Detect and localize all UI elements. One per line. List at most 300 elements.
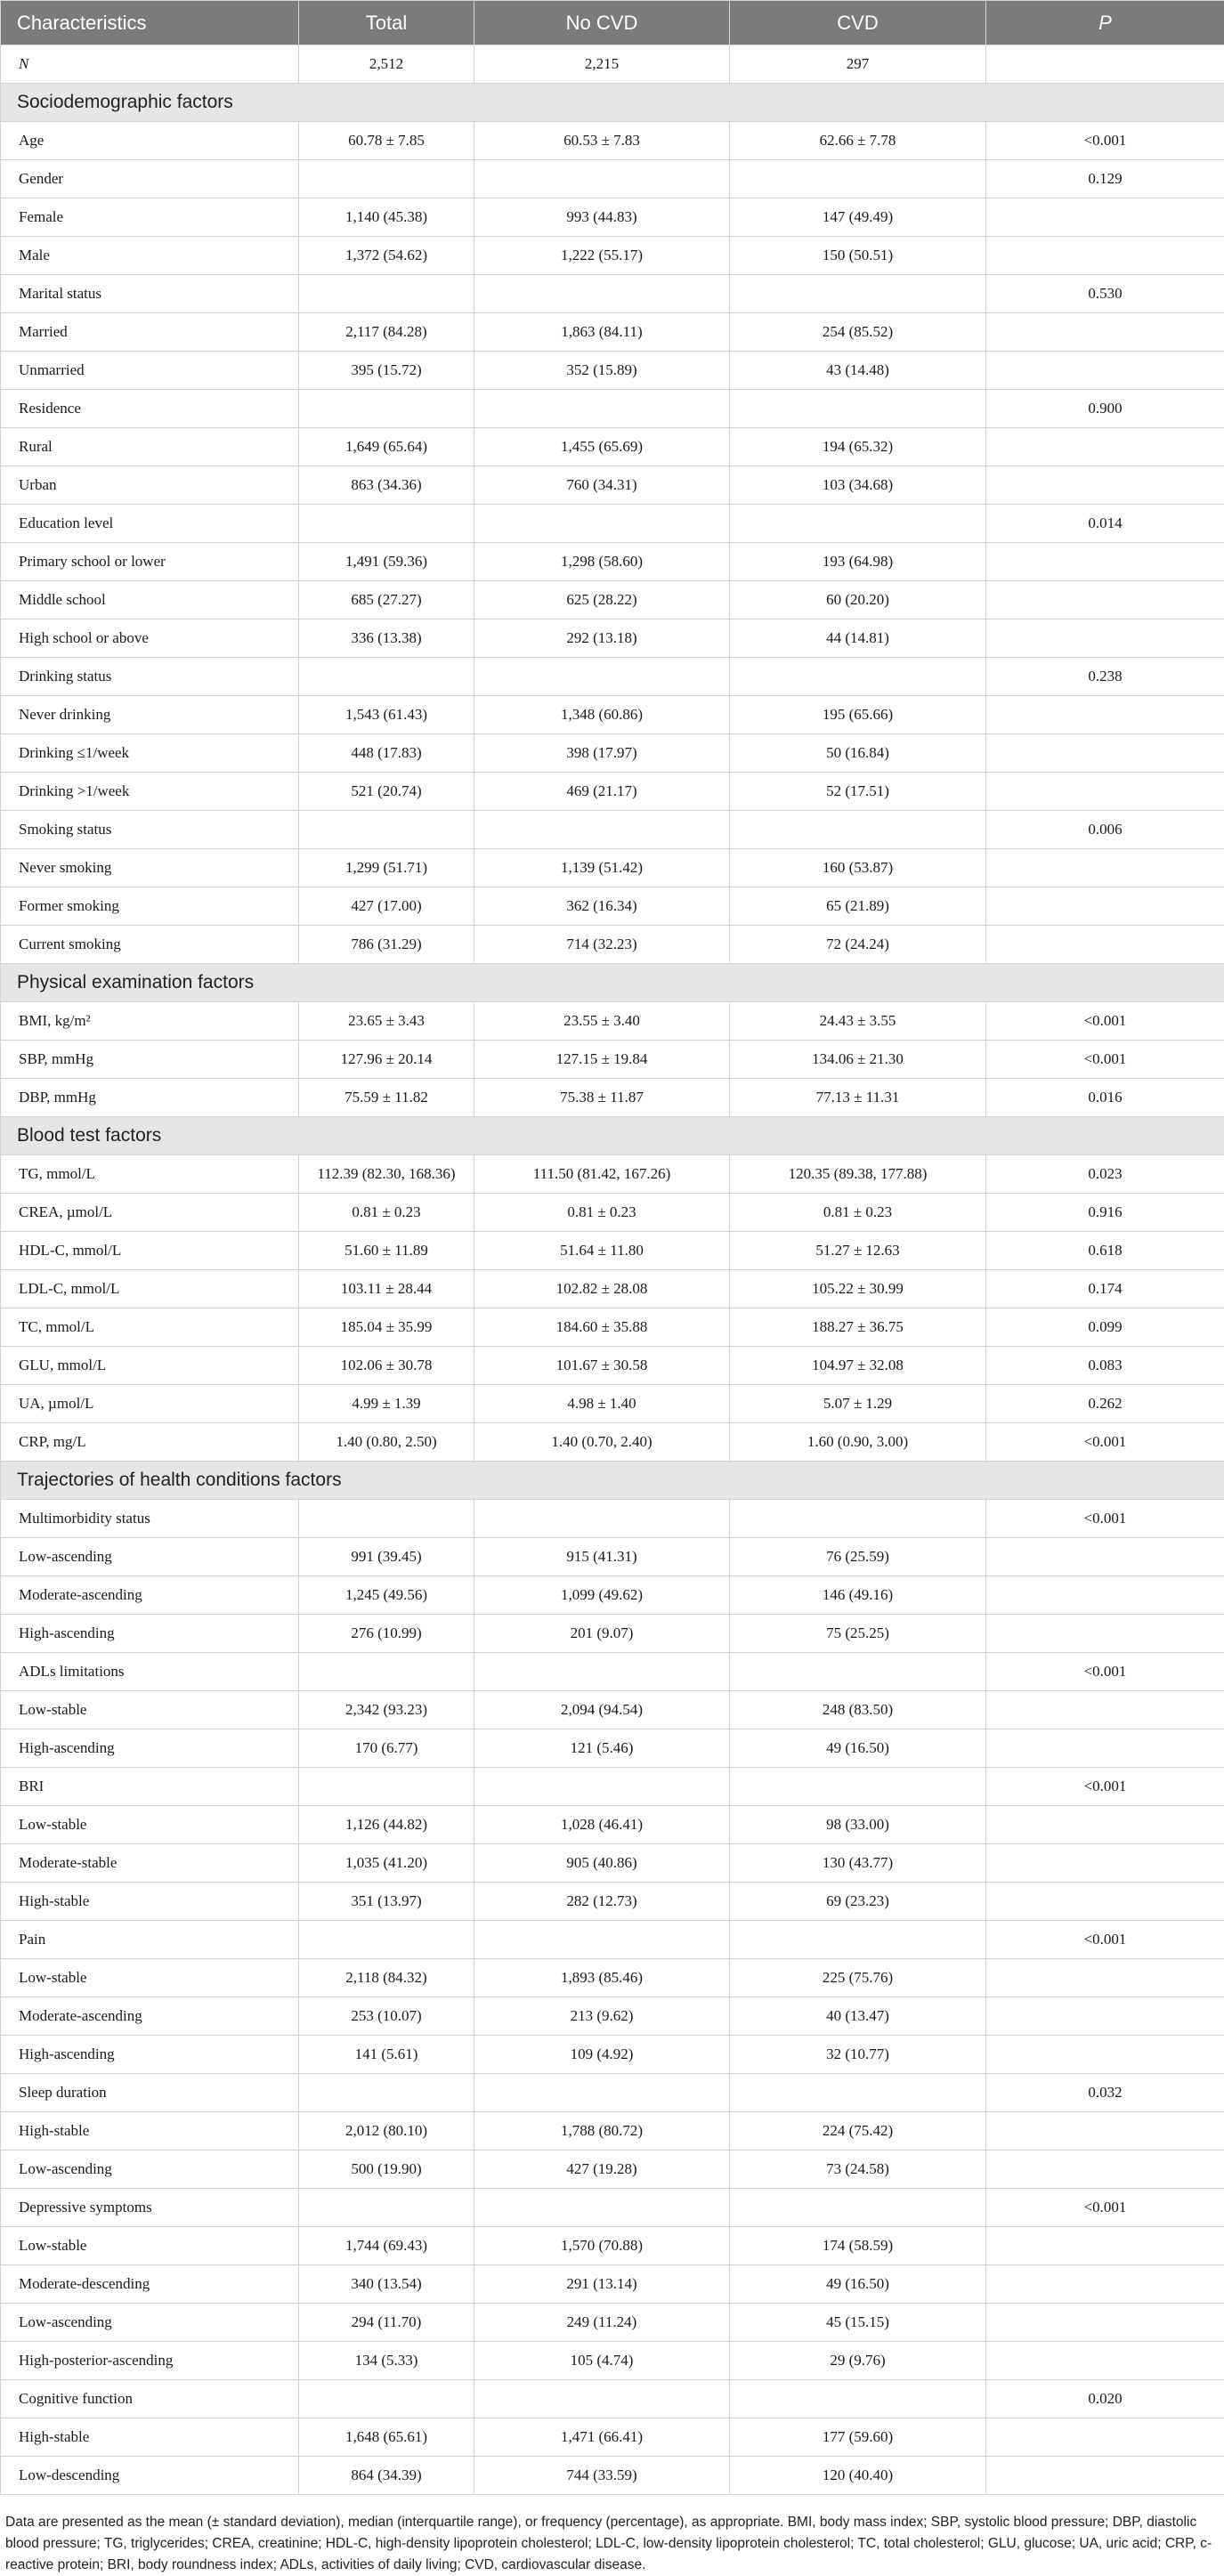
table-row	[1, 275, 1224, 313]
row-label: Drinking ≤1/week	[1, 734, 299, 773]
table-row	[1, 581, 1224, 620]
row-label: LDL-C, mmol/L	[1, 1270, 299, 1308]
section-title: Sociodemographic factors	[1, 84, 1224, 122]
cell-no-cvd: 249 (11.24)	[474, 2304, 730, 2342]
cell-no-cvd: 1,863 (84.11)	[474, 313, 730, 352]
cell-p-value: <0.001	[986, 1500, 1224, 1538]
cell-cvd	[730, 275, 986, 313]
cell-p-value	[986, 1729, 1224, 1768]
cell-no-cvd: 760 (34.31)	[474, 466, 730, 505]
table-row	[1, 620, 1224, 658]
cell-no-cvd: 1,570 (70.88)	[474, 2227, 730, 2265]
table-row	[1, 1653, 1224, 1691]
table-row	[1, 1921, 1224, 1959]
section-header-row	[1, 1117, 1224, 1155]
cell-no-cvd: 905 (40.86)	[474, 1844, 730, 1883]
cell-no-cvd	[474, 2189, 730, 2227]
cell-cvd	[730, 1768, 986, 1806]
cell-cvd: 50 (16.84)	[730, 734, 986, 773]
n-row	[1, 45, 1224, 84]
cell-no-cvd: 1,788 (80.72)	[474, 2112, 730, 2151]
cell-no-cvd: 1,893 (85.46)	[474, 1959, 730, 1997]
table-row	[1, 1959, 1224, 1997]
row-label: Primary school or lower	[1, 543, 299, 581]
cell-p-value	[986, 1806, 1224, 1844]
cell-p-value: 0.016	[986, 1079, 1224, 1117]
cell-p-value: 0.618	[986, 1232, 1224, 1270]
cell-cvd: 72 (24.24)	[730, 926, 986, 964]
cell-p-value: <0.001	[986, 1002, 1224, 1041]
cell-total: 23.65 ± 3.43	[299, 1002, 474, 1041]
cell-no-cvd: 105 (4.74)	[474, 2342, 730, 2380]
table-row	[1, 1194, 1224, 1232]
cell-p-value	[986, 849, 1224, 887]
cell-total: 1,649 (65.64)	[299, 428, 474, 466]
row-label: CRP, mg/L	[1, 1423, 299, 1462]
cell-total: 448 (17.83)	[299, 734, 474, 773]
cell-no-cvd: 2,094 (94.54)	[474, 1691, 730, 1729]
cell-p-value	[986, 2418, 1224, 2457]
table-row	[1, 1500, 1224, 1538]
table-row	[1, 849, 1224, 887]
cell-cvd: 248 (83.50)	[730, 1691, 986, 1729]
cell-no-cvd: 362 (16.34)	[474, 887, 730, 926]
cell-cvd: 195 (65.66)	[730, 696, 986, 734]
cell-p-value: 0.083	[986, 1347, 1224, 1385]
cell-no-cvd: 121 (5.46)	[474, 1729, 730, 1768]
cell-no-cvd: 1,222 (55.17)	[474, 237, 730, 275]
cell-cvd: 104.97 ± 32.08	[730, 1347, 986, 1385]
row-label: BRI	[1, 1768, 299, 1806]
cell-total	[299, 160, 474, 198]
cell-total: 685 (27.27)	[299, 581, 474, 620]
cell-no-cvd: 213 (9.62)	[474, 1997, 730, 2036]
cell-p-value	[986, 1538, 1224, 1576]
row-label: Urban	[1, 466, 299, 505]
cell-total: 340 (13.54)	[299, 2265, 474, 2304]
cell-cvd: 120.35 (89.38, 177.88)	[730, 1155, 986, 1194]
cell-p-value: 0.099	[986, 1308, 1224, 1347]
cell-no-cvd: 292 (13.18)	[474, 620, 730, 658]
cell-total: 103.11 ± 28.44	[299, 1270, 474, 1308]
cell-p-value	[986, 2304, 1224, 2342]
table-row	[1, 1347, 1224, 1385]
table-row	[1, 352, 1224, 390]
cell-total: 112.39 (82.30, 168.36)	[299, 1155, 474, 1194]
row-label: Middle school	[1, 581, 299, 620]
table-row	[1, 2074, 1224, 2112]
section-header-row	[1, 964, 1224, 1002]
table-row	[1, 198, 1224, 237]
table-body	[1, 45, 1224, 2495]
cell-no-cvd: 714 (32.23)	[474, 926, 730, 964]
row-label: DBP, mmHg	[1, 1079, 299, 1117]
row-label: Male	[1, 237, 299, 275]
cell-p-value	[986, 1576, 1224, 1615]
table-row	[1, 1691, 1224, 1729]
cell-p-value	[986, 1997, 1224, 2036]
table-row	[1, 1423, 1224, 1462]
n-p	[986, 45, 1224, 84]
table-row	[1, 1079, 1224, 1117]
cell-cvd: 73 (24.58)	[730, 2151, 986, 2189]
table-row	[1, 543, 1224, 581]
row-label: Rural	[1, 428, 299, 466]
table-row	[1, 1155, 1224, 1194]
cell-no-cvd: 1,348 (60.86)	[474, 696, 730, 734]
cell-cvd: 52 (17.51)	[730, 773, 986, 811]
table-row	[1, 1615, 1224, 1653]
cell-cvd: 76 (25.59)	[730, 1538, 986, 1576]
cell-p-value: 0.174	[986, 1270, 1224, 1308]
table-row	[1, 1576, 1224, 1615]
header-no-cvd: No CVD	[474, 1, 730, 45]
cell-p-value	[986, 1883, 1224, 1921]
cell-p-value: <0.001	[986, 1653, 1224, 1691]
row-label: TC, mmol/L	[1, 1308, 299, 1347]
cell-p-value	[986, 1844, 1224, 1883]
cell-total: 2,117 (84.28)	[299, 313, 474, 352]
section-title: Physical examination factors	[1, 964, 1224, 1002]
cell-p-value	[986, 313, 1224, 352]
cell-total: 2,342 (93.23)	[299, 1691, 474, 1729]
cell-no-cvd: 111.50 (81.42, 167.26)	[474, 1155, 730, 1194]
n-cvd: 297	[730, 45, 986, 84]
row-label: HDL-C, mmol/L	[1, 1232, 299, 1270]
row-label: Depressive symptoms	[1, 2189, 299, 2227]
cell-cvd: 5.07 ± 1.29	[730, 1385, 986, 1423]
cell-no-cvd	[474, 390, 730, 428]
table-row	[1, 1844, 1224, 1883]
cell-p-value: 0.238	[986, 658, 1224, 696]
cell-cvd	[730, 390, 986, 428]
cell-p-value: <0.001	[986, 2189, 1224, 2227]
cell-no-cvd	[474, 1500, 730, 1538]
cell-cvd: 130 (43.77)	[730, 1844, 986, 1883]
cell-p-value: 0.006	[986, 811, 1224, 849]
cell-total: 1,126 (44.82)	[299, 1806, 474, 1844]
cell-total: 863 (34.36)	[299, 466, 474, 505]
cell-total	[299, 2189, 474, 2227]
cell-total	[299, 275, 474, 313]
cell-total	[299, 390, 474, 428]
cell-p-value	[986, 773, 1224, 811]
cell-no-cvd: 282 (12.73)	[474, 1883, 730, 1921]
n-total: 2,512	[299, 45, 474, 84]
cell-no-cvd: 427 (19.28)	[474, 2151, 730, 2189]
cell-cvd: 32 (10.77)	[730, 2036, 986, 2074]
table-row	[1, 466, 1224, 505]
cell-cvd: 49 (16.50)	[730, 1729, 986, 1768]
cell-total: 1,140 (45.38)	[299, 198, 474, 237]
cell-p-value	[986, 926, 1224, 964]
cell-total	[299, 811, 474, 849]
cell-no-cvd: 184.60 ± 35.88	[474, 1308, 730, 1347]
cell-p-value	[986, 2227, 1224, 2265]
cell-cvd: 62.66 ± 7.78	[730, 122, 986, 160]
cell-p-value	[986, 198, 1224, 237]
table-row	[1, 2304, 1224, 2342]
cell-total: 1,372 (54.62)	[299, 237, 474, 275]
table-row	[1, 1883, 1224, 1921]
cell-p-value	[986, 237, 1224, 275]
cell-no-cvd: 291 (13.14)	[474, 2265, 730, 2304]
cell-total	[299, 2074, 474, 2112]
cell-total: 2,118 (84.32)	[299, 1959, 474, 1997]
cell-p-value: 0.916	[986, 1194, 1224, 1232]
row-label: Low-stable	[1, 1691, 299, 1729]
cell-cvd: 254 (85.52)	[730, 313, 986, 352]
cell-no-cvd	[474, 505, 730, 543]
cell-p-value	[986, 2112, 1224, 2151]
cell-cvd: 160 (53.87)	[730, 849, 986, 887]
cell-p-value	[986, 1615, 1224, 1653]
table-row	[1, 2380, 1224, 2418]
table-row	[1, 2227, 1224, 2265]
row-label: High-ascending	[1, 2036, 299, 2074]
cell-cvd	[730, 160, 986, 198]
table-row	[1, 2189, 1224, 2227]
cell-p-value	[986, 696, 1224, 734]
table-row	[1, 505, 1224, 543]
cell-p-value: 0.129	[986, 160, 1224, 198]
cell-cvd: 146 (49.16)	[730, 1576, 986, 1615]
cell-total	[299, 1500, 474, 1538]
cell-total: 1,744 (69.43)	[299, 2227, 474, 2265]
cell-cvd: 120 (40.40)	[730, 2457, 986, 2495]
cell-p-value	[986, 887, 1224, 926]
cell-total: 141 (5.61)	[299, 2036, 474, 2074]
cell-no-cvd: 1,139 (51.42)	[474, 849, 730, 887]
cell-cvd	[730, 1653, 986, 1691]
cell-cvd: 103 (34.68)	[730, 466, 986, 505]
row-label: Unmarried	[1, 352, 299, 390]
cell-cvd: 77.13 ± 11.31	[730, 1079, 986, 1117]
cell-p-value	[986, 1959, 1224, 1997]
cell-no-cvd: 23.55 ± 3.40	[474, 1002, 730, 1041]
cell-cvd: 225 (75.76)	[730, 1959, 986, 1997]
cell-cvd: 194 (65.32)	[730, 428, 986, 466]
cell-cvd: 147 (49.49)	[730, 198, 986, 237]
cell-no-cvd: 51.64 ± 11.80	[474, 1232, 730, 1270]
cell-p-value	[986, 2265, 1224, 2304]
row-label: Moderate-descending	[1, 2265, 299, 2304]
table-row	[1, 734, 1224, 773]
cell-cvd	[730, 2189, 986, 2227]
cell-cvd: 75 (25.25)	[730, 1615, 986, 1653]
row-label: CREA, µmol/L	[1, 1194, 299, 1232]
cell-cvd: 134.06 ± 21.30	[730, 1041, 986, 1079]
row-label: Education level	[1, 505, 299, 543]
row-label: Drinking >1/week	[1, 773, 299, 811]
cell-no-cvd: 625 (28.22)	[474, 581, 730, 620]
table-row	[1, 1806, 1224, 1844]
cell-total: 395 (15.72)	[299, 352, 474, 390]
header-characteristics: Characteristics	[1, 1, 299, 45]
cell-p-value: <0.001	[986, 1921, 1224, 1959]
table-row	[1, 390, 1224, 428]
row-label: Low-ascending	[1, 2304, 299, 2342]
row-label: High-stable	[1, 2112, 299, 2151]
cell-total: 75.59 ± 11.82	[299, 1079, 474, 1117]
cell-p-value: 0.900	[986, 390, 1224, 428]
table-row	[1, 1997, 1224, 2036]
cell-no-cvd	[474, 658, 730, 696]
cell-no-cvd: 4.98 ± 1.40	[474, 1385, 730, 1423]
row-label: Moderate-ascending	[1, 1576, 299, 1615]
cell-total: 864 (34.39)	[299, 2457, 474, 2495]
cell-total: 1,299 (51.71)	[299, 849, 474, 887]
cell-p-value	[986, 1691, 1224, 1729]
row-label: Current smoking	[1, 926, 299, 964]
cell-no-cvd	[474, 1768, 730, 1806]
table-row	[1, 1041, 1224, 1079]
cell-cvd: 98 (33.00)	[730, 1806, 986, 1844]
cell-no-cvd: 1,028 (46.41)	[474, 1806, 730, 1844]
cell-cvd: 188.27 ± 36.75	[730, 1308, 986, 1347]
row-label: BMI, kg/m²	[1, 1002, 299, 1041]
cell-cvd: 44 (14.81)	[730, 620, 986, 658]
cell-p-value: <0.001	[986, 122, 1224, 160]
section-header-row	[1, 84, 1224, 122]
header-total: Total	[299, 1, 474, 45]
cell-total	[299, 505, 474, 543]
cell-cvd: 24.43 ± 3.55	[730, 1002, 986, 1041]
row-label: Moderate-stable	[1, 1844, 299, 1883]
table-row	[1, 887, 1224, 926]
table-row	[1, 2151, 1224, 2189]
row-label: High-ascending	[1, 1615, 299, 1653]
row-label: Cognitive function	[1, 2380, 299, 2418]
section-header-row	[1, 1462, 1224, 1500]
table-row	[1, 313, 1224, 352]
cell-total: 276 (10.99)	[299, 1615, 474, 1653]
cell-total	[299, 2380, 474, 2418]
table-footnote: Data are presented as the mean (± standard deviation), median (interquartile range), or frequency (percentage), as appropriate. BMI, body mass index; SBP, systolic blood pressure; DBP, diastolic blood pressure; TG, triglycerides; CREA, creatinine; HDL-C, high-density lipoprotein cholesterol; LDL-C, low-density lipoprotein cholesterol; TC, total cholesterol; GLU, glucose; UA, uric acid; CRP, c-reactive protein; BRI, body roundness index; ADLs, activities of daily living; CVD, cardiovascular disease.	[0, 2512, 1220, 2576]
cell-total: 134 (5.33)	[299, 2342, 474, 2380]
cell-p-value	[986, 2457, 1224, 2495]
row-label: Low-descending	[1, 2457, 299, 2495]
row-label: High-stable	[1, 2418, 299, 2457]
cell-cvd: 29 (9.76)	[730, 2342, 986, 2380]
cell-cvd: 1.60 (0.90, 3.00)	[730, 1423, 986, 1462]
cell-total: 1,035 (41.20)	[299, 1844, 474, 1883]
cell-no-cvd: 398 (17.97)	[474, 734, 730, 773]
table-row	[1, 1729, 1224, 1768]
table-row	[1, 1308, 1224, 1347]
row-label: Female	[1, 198, 299, 237]
cell-total: 991 (39.45)	[299, 1538, 474, 1576]
cell-cvd	[730, 658, 986, 696]
cell-total: 1,491 (59.36)	[299, 543, 474, 581]
table-row	[1, 2457, 1224, 2495]
cell-no-cvd: 993 (44.83)	[474, 198, 730, 237]
table-row	[1, 160, 1224, 198]
section-title: Blood test factors	[1, 1117, 1224, 1155]
cell-no-cvd: 1.40 (0.70, 2.40)	[474, 1423, 730, 1462]
cell-total: 1,648 (65.61)	[299, 2418, 474, 2457]
row-label: Smoking status	[1, 811, 299, 849]
table-row	[1, 658, 1224, 696]
cell-total	[299, 1653, 474, 1691]
cell-cvd: 193 (64.98)	[730, 543, 986, 581]
cell-no-cvd: 744 (33.59)	[474, 2457, 730, 2495]
row-label: Low-stable	[1, 2227, 299, 2265]
cell-p-value	[986, 466, 1224, 505]
row-label: Drinking status	[1, 658, 299, 696]
row-label: Residence	[1, 390, 299, 428]
cell-no-cvd	[474, 1653, 730, 1691]
cell-cvd	[730, 2380, 986, 2418]
cell-p-value	[986, 543, 1224, 581]
cell-total: 427 (17.00)	[299, 887, 474, 926]
cell-total: 185.04 ± 35.99	[299, 1308, 474, 1347]
cell-cvd	[730, 811, 986, 849]
cell-p-value: 0.032	[986, 2074, 1224, 2112]
cell-cvd: 150 (50.51)	[730, 237, 986, 275]
table-row	[1, 773, 1224, 811]
table-row	[1, 122, 1224, 160]
row-label: Low-stable	[1, 1806, 299, 1844]
row-label: Pain	[1, 1921, 299, 1959]
cell-p-value: <0.001	[986, 1041, 1224, 1079]
table-row	[1, 428, 1224, 466]
cell-total: 51.60 ± 11.89	[299, 1232, 474, 1270]
cell-cvd: 174 (58.59)	[730, 2227, 986, 2265]
cell-total: 351 (13.97)	[299, 1883, 474, 1921]
row-label: High-stable	[1, 1883, 299, 1921]
row-label: Low-ascending	[1, 2151, 299, 2189]
row-label: GLU, mmol/L	[1, 1347, 299, 1385]
cell-cvd	[730, 2074, 986, 2112]
cell-total: 253 (10.07)	[299, 1997, 474, 2036]
row-label: Sleep duration	[1, 2074, 299, 2112]
cell-p-value: 0.023	[986, 1155, 1224, 1194]
row-label: TG, mmol/L	[1, 1155, 299, 1194]
cell-no-cvd: 1,455 (65.69)	[474, 428, 730, 466]
table-row	[1, 1270, 1224, 1308]
cell-p-value	[986, 428, 1224, 466]
row-label: Married	[1, 313, 299, 352]
cell-cvd: 51.27 ± 12.63	[730, 1232, 986, 1270]
table-row	[1, 2418, 1224, 2457]
cell-no-cvd	[474, 2074, 730, 2112]
cell-cvd: 65 (21.89)	[730, 887, 986, 926]
cell-no-cvd	[474, 811, 730, 849]
cell-p-value	[986, 581, 1224, 620]
cell-no-cvd	[474, 2380, 730, 2418]
cell-total: 294 (11.70)	[299, 2304, 474, 2342]
cell-p-value: 0.020	[986, 2380, 1224, 2418]
cell-total: 336 (13.38)	[299, 620, 474, 658]
cell-no-cvd: 101.67 ± 30.58	[474, 1347, 730, 1385]
cell-no-cvd: 201 (9.07)	[474, 1615, 730, 1653]
row-label: SBP, mmHg	[1, 1041, 299, 1079]
cell-total: 1,543 (61.43)	[299, 696, 474, 734]
cell-total	[299, 1768, 474, 1806]
cell-total: 102.06 ± 30.78	[299, 1347, 474, 1385]
cell-total: 1.40 (0.80, 2.50)	[299, 1423, 474, 1462]
row-label: Gender	[1, 160, 299, 198]
cell-no-cvd: 1,298 (58.60)	[474, 543, 730, 581]
cell-no-cvd	[474, 160, 730, 198]
cell-no-cvd: 0.81 ± 0.23	[474, 1194, 730, 1232]
cell-no-cvd: 75.38 ± 11.87	[474, 1079, 730, 1117]
cell-no-cvd: 60.53 ± 7.83	[474, 122, 730, 160]
cell-total	[299, 1921, 474, 1959]
cell-no-cvd: 102.82 ± 28.08	[474, 1270, 730, 1308]
section-title: Trajectories of health conditions factors	[1, 1462, 1224, 1500]
